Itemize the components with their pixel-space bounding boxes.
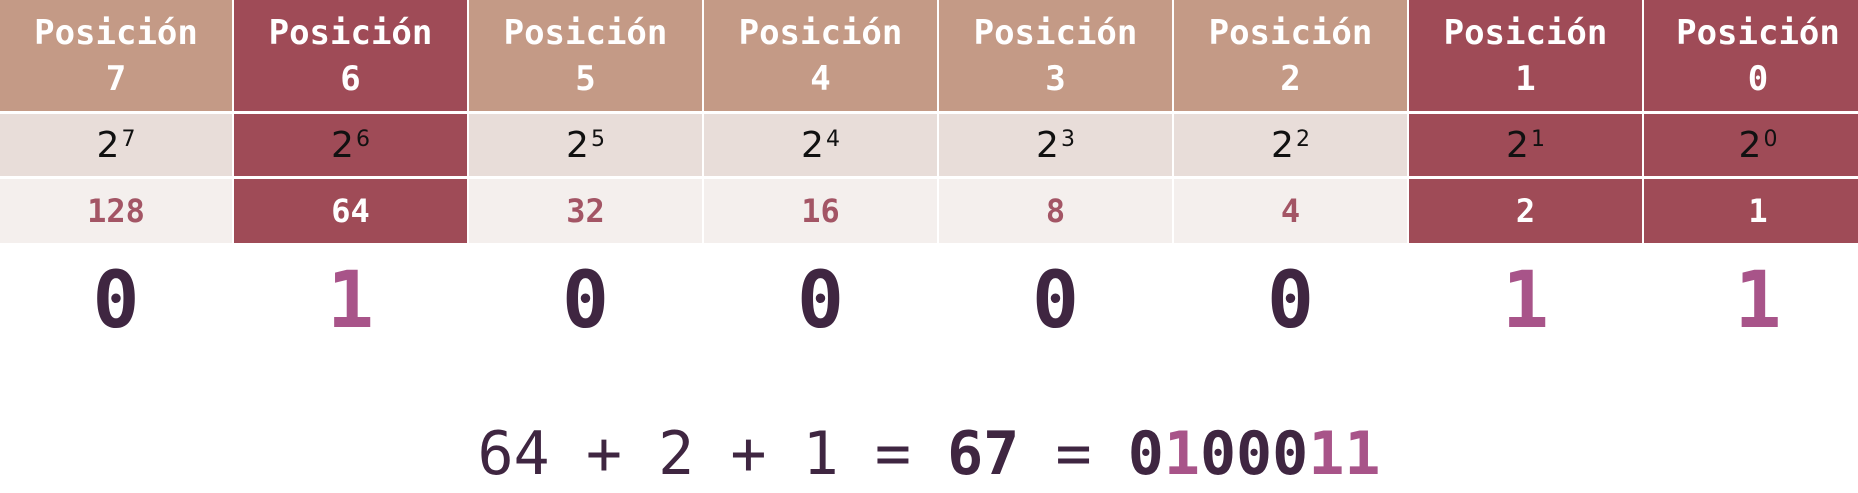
- bit-digit: 0: [92, 256, 140, 346]
- column-position-4: [704, 0, 937, 359]
- column-position-7: [0, 0, 232, 359]
- binary-result: [1128, 419, 1381, 489]
- power-exponent: 1: [1530, 126, 1545, 152]
- bit-digit: 0: [1032, 256, 1079, 346]
- position-label: Posición: [34, 12, 198, 53]
- column-position-6: [234, 0, 467, 359]
- position-header: [1174, 0, 1407, 111]
- position-label: Posición: [1676, 12, 1840, 53]
- column-position-5: [469, 0, 702, 359]
- power-cell: [1644, 114, 1858, 176]
- plus-sign: +: [730, 419, 767, 489]
- binary-part: 000: [1199, 419, 1309, 489]
- bit-digit: 1: [327, 256, 374, 346]
- power-exponent: 7: [121, 126, 136, 152]
- power-exponent: 4: [825, 126, 840, 152]
- equation-result: 67: [947, 419, 1020, 489]
- equals-sign: =: [874, 419, 911, 489]
- place-value: 16: [704, 179, 937, 243]
- power-base: 2: [566, 124, 589, 166]
- position-number: 3: [1045, 58, 1066, 99]
- column-position-0: [1644, 0, 1858, 359]
- position-header: [704, 0, 937, 111]
- position-label: Posición: [268, 12, 433, 53]
- binary-part: 0: [1127, 419, 1164, 489]
- power-base: 2: [801, 124, 824, 166]
- position-label: Posición: [738, 12, 903, 53]
- equals-sign: =: [1055, 419, 1092, 489]
- position-number: 5: [575, 58, 596, 99]
- power-base: 2: [331, 124, 354, 166]
- power-exponent: 5: [590, 126, 605, 152]
- place-value: 128: [0, 179, 232, 243]
- position-label: Posición: [1443, 12, 1608, 53]
- sum-equation: [0, 418, 1858, 490]
- place-value: 8: [939, 179, 1172, 243]
- bit-digit: 1: [1502, 256, 1549, 346]
- power-base: 2: [1738, 124, 1762, 166]
- equation-term: 64: [477, 419, 550, 489]
- position-header: [234, 0, 467, 111]
- place-value: 4: [1174, 179, 1407, 243]
- column-position-1: [1409, 0, 1642, 359]
- power-cell: [939, 114, 1172, 176]
- position-number: 1: [1515, 58, 1536, 99]
- power-base: 2: [96, 124, 120, 166]
- position-header: [469, 0, 702, 111]
- place-value: 2: [1409, 179, 1642, 243]
- place-value: 32: [469, 179, 702, 243]
- power-base: 2: [1036, 124, 1059, 166]
- bit-digit: 0: [562, 256, 609, 346]
- position-label: Posición: [503, 12, 668, 53]
- place-value: 64: [234, 179, 467, 243]
- position-number: 4: [810, 58, 831, 99]
- bit-digit: 0: [797, 256, 844, 346]
- power-base: 2: [1271, 124, 1294, 166]
- power-cell: [0, 114, 232, 176]
- position-number: 2: [1280, 58, 1301, 99]
- equation-term: 2: [658, 419, 695, 489]
- power-cell: [234, 114, 467, 176]
- column-position-3: [939, 0, 1172, 359]
- position-header: [1644, 0, 1858, 111]
- binary-part: 1: [1163, 419, 1200, 489]
- power-cell: [704, 114, 937, 176]
- power-exponent: 0: [1763, 126, 1778, 152]
- power-cell: [1174, 114, 1407, 176]
- column-position-2: [1174, 0, 1407, 359]
- place-value: 1: [1644, 179, 1858, 243]
- position-number: 6: [340, 58, 361, 99]
- power-exponent: 3: [1060, 126, 1075, 152]
- power-base: 2: [1506, 124, 1529, 166]
- position-label: Posición: [973, 12, 1138, 53]
- position-number: 7: [105, 58, 127, 99]
- bit-digit: 1: [1734, 256, 1782, 346]
- position-header: [1409, 0, 1642, 111]
- power-exponent: 6: [355, 126, 370, 152]
- bit-digit: 0: [1267, 256, 1314, 346]
- power-cell: [469, 114, 702, 176]
- position-header: [939, 0, 1172, 111]
- binary-part: 11: [1308, 419, 1381, 489]
- position-header: [0, 0, 232, 111]
- position-number: 0: [1747, 58, 1769, 99]
- power-cell: [1409, 114, 1642, 176]
- plus-sign: +: [585, 419, 622, 489]
- equation-term: 1: [802, 419, 839, 489]
- power-exponent: 2: [1295, 126, 1310, 152]
- position-label: Posición: [1208, 12, 1373, 53]
